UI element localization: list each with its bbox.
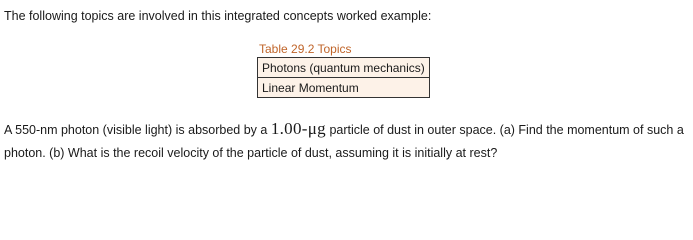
table-caption: Table 29.2 Topics: [259, 42, 352, 56]
table-cell-linear-momentum: Linear Momentum: [258, 78, 430, 98]
table-row: [258, 78, 430, 98]
intro-text: The following topics are involved in this integrated concepts worked example:: [4, 9, 432, 23]
table-row: [258, 58, 430, 78]
table-cell-photons: Photons (quantum mechanics): [258, 58, 430, 78]
problem-statement: [4, 117, 690, 165]
mass-value: 1.00-μg: [270, 119, 326, 138]
problem-text-before: A 550-nm photon (visible light) is absorbed by a: [4, 123, 271, 137]
problem-text-after: particle of dust in outer space. (a) Find the momentum of such a photon. (b) What is the recoil velocity of the particle of dust, assuming it is initially at rest?: [4, 123, 684, 160]
topics-table: [257, 42, 430, 98]
